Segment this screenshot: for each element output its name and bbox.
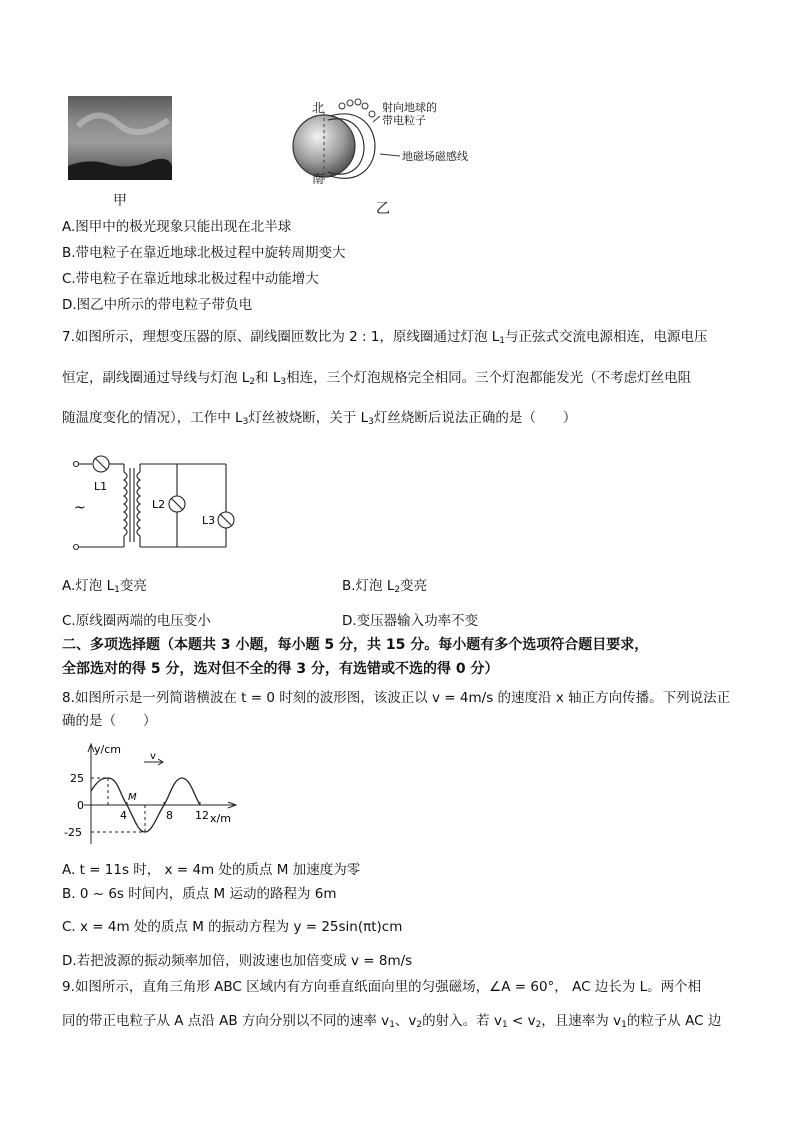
tick-minus-25: -25 xyxy=(64,826,82,839)
q7-line2: 恒定，副线圈通过导线与灯泡 $L_2$和 $L_3$相连，三个灯泡规格完全相同。三个灯泡都能发光（不考虑灯丝电阻 xyxy=(62,370,692,387)
caption-jia: 甲 xyxy=(113,193,127,209)
tick-8: 8 xyxy=(166,809,173,822)
q7-option-b: B.灯泡 $L_2$变亮 xyxy=(342,578,428,595)
label-south: 南 xyxy=(312,172,325,186)
circuit-label-l3: L3 xyxy=(202,514,216,527)
tick-12: 12 xyxy=(195,809,209,822)
label-particles-2: 带电粒子 xyxy=(382,114,426,127)
q6-option-a: A.图甲中的极光现象只能出现在北半球 xyxy=(62,219,292,235)
graph-point-m: M xyxy=(128,792,137,803)
q7-line1: 7.如图所示，理想变压器的原、副线圈匝数比为 2 : 1，原线圈通过灯泡 $L_1$与正弦式交流电源相连，电源电压 xyxy=(62,329,708,346)
q7-line3: 随温度变化的情况），工作中 $L_3$灯丝被烧断，关于 $L_3$灯丝烧断后说法正确的是（ ） xyxy=(62,410,577,427)
ac-source-icon: ~ xyxy=(74,500,86,516)
section2-heading-line1: 二、多项选择题（本题共 3 小题，每小题 5 分，共 15 分。每小题有多个选项符合题目要求， xyxy=(62,637,649,653)
tick-25: 25 xyxy=(70,772,84,785)
q6-option-c: C.带电粒子在靠近地球北极过程中动能增大 xyxy=(62,271,319,287)
q6-option-d: D.图乙中所示的带电粒子带负电 xyxy=(62,297,253,313)
q8-line1: 8.如图所示是一列简谐横波在 t = 0 时刻的波形图，该波正以 v = 4m/s 的速度沿 x 轴正方向传播。下列说法正 xyxy=(62,690,731,706)
q9-line2: 同的带正电粒子从 A 点沿 AB 方向分别以不同的速率 $v_1$、$v_2$的射入。若 $v_1 < v_2$，且速率为 $v_1$的粒子从 AC 边 xyxy=(62,1013,722,1030)
aurora-photo xyxy=(68,96,172,180)
circuit-label-l1: L1 xyxy=(94,480,108,493)
q8-option-b: B. 0 ~ 6s 时间内，质点 M 运动的路程为 6m xyxy=(62,886,337,902)
caption-yi: 乙 xyxy=(376,201,390,217)
label-north: 北 xyxy=(312,101,325,115)
transformer-circuit xyxy=(64,452,244,554)
graph-velocity-label: v xyxy=(150,751,156,762)
wave-graph xyxy=(62,740,262,848)
q7-option-a: A.灯泡 $L_1$变亮 xyxy=(62,578,147,595)
q7-option-d: D.变压器输入功率不变 xyxy=(342,613,479,629)
graph-ylabel: y/cm xyxy=(94,743,121,756)
q7-option-c: C.原线圈两端的电压变小 xyxy=(62,613,211,629)
section2-heading-line2: 全部选对的得 5 分，选对但不全的得 3 分，有选错或不选的得 0 分） xyxy=(62,661,499,677)
graph-xlabel: x/m xyxy=(210,812,231,825)
q8-option-c: C. x = 4m 处的质点 M 的振动方程为 y = 25sin(πt)cm xyxy=(62,919,403,935)
q9-line1: 9.如图所示，直角三角形 ABC 区域内有方向垂直纸面向里的匀强磁场，∠A = 60°， AC 边长为 L。两个相 xyxy=(62,979,702,995)
label-particles-1: 射向地球的 xyxy=(382,101,437,114)
tick-4: 4 xyxy=(120,809,127,822)
q8-option-d: D.若把波源的振动频率加倍，则波速也加倍变成 v = 8m/s xyxy=(62,953,413,969)
tick-0: 0 xyxy=(77,799,84,812)
circuit-label-l2: L2 xyxy=(152,498,166,511)
label-fieldlines: 地磁场磁感线 xyxy=(402,150,468,163)
q6-option-b: B.带电粒子在靠近地球北极过程中旋转周期变大 xyxy=(62,245,346,261)
q8-line2: 确的是（ ） xyxy=(62,713,157,729)
q8-option-a: A. t = 11s 时， x = 4m 处的质点 M 加速度为零 xyxy=(62,862,361,878)
